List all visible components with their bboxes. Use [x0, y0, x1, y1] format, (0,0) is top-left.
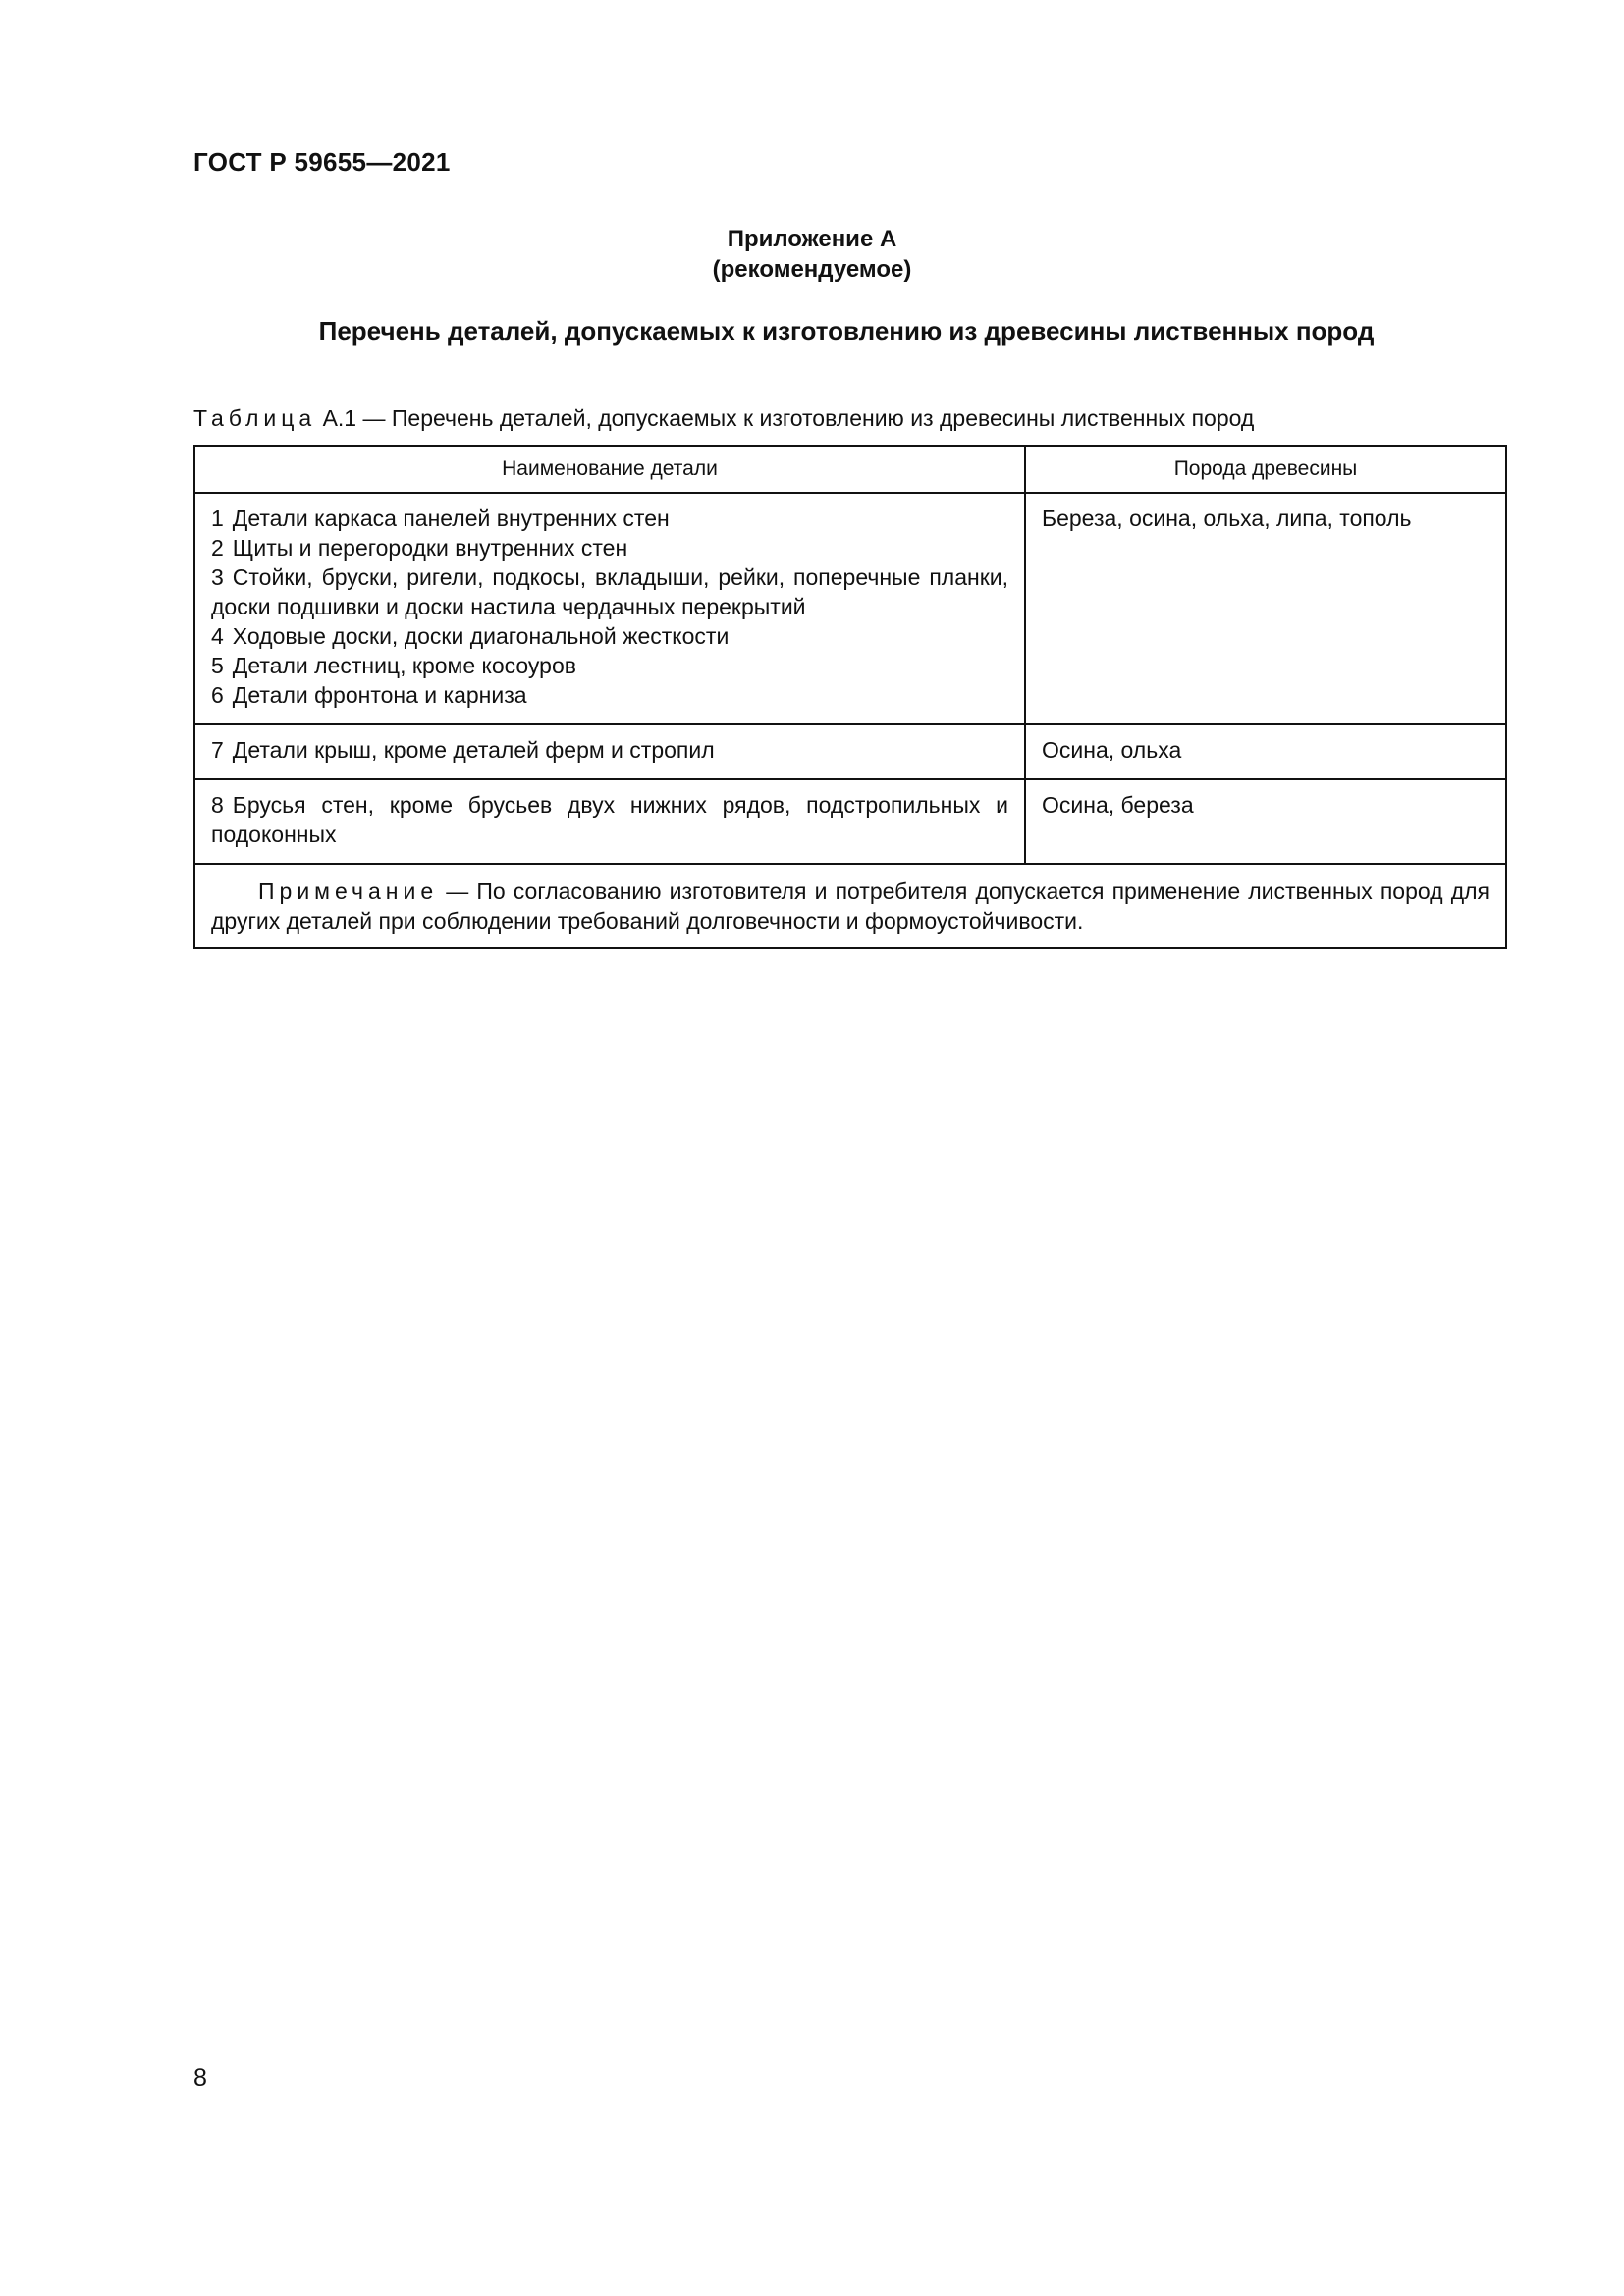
item-text: Щиты и перегородки внутренних стен — [232, 535, 628, 561]
part-name-cell — [194, 493, 1025, 724]
item-number: 4 — [211, 623, 224, 649]
list-item — [211, 651, 1008, 680]
note-label: Примечание — [258, 879, 439, 904]
appendix-status: (рекомендуемое) — [712, 256, 912, 283]
part-name-cell — [194, 724, 1025, 779]
list-item — [211, 680, 1008, 710]
column-header-wood-species: Порода древесины — [1025, 446, 1506, 493]
list-item — [211, 504, 1008, 533]
table-caption-label: Таблица — [193, 405, 317, 431]
table-row — [194, 493, 1506, 724]
item-number: 6 — [211, 682, 224, 708]
wood-species-cell: Осина, ольха — [1025, 724, 1506, 779]
table-note-row — [194, 864, 1506, 948]
note-text: — По согласованию изготовителя и потребителя допускается применение лиственных пород для других деталей при соблюдении требований долговечности и формоустойчивости. — [211, 879, 1489, 934]
item-number: 2 — [211, 535, 224, 561]
item-text: Детали лестниц, кроме косоуров — [232, 653, 576, 678]
item-text: Детали крыш, кроме деталей ферм и стропил — [232, 737, 715, 763]
item-number: 8 — [211, 792, 224, 818]
appendix-heading: Перечень деталей, допускаемых к изготовлению из древесины лиственных пород — [318, 316, 1375, 346]
column-header-part-name: Наименование детали — [194, 446, 1025, 493]
item-number: 3 — [211, 564, 224, 590]
item-text: Стойки, бруски, ригели, подкосы, вкладыши, рейки, поперечные планки, доски подшивки и доски настила чердачных перекрытий — [211, 564, 1008, 619]
parts-table — [193, 445, 1507, 949]
list-item — [211, 621, 1008, 651]
document-id: ГОСТ Р 59655—2021 — [193, 147, 451, 177]
list-item — [211, 533, 1008, 562]
item-number: 7 — [211, 737, 224, 763]
item-number: 5 — [211, 653, 224, 678]
table-header-row — [194, 446, 1506, 493]
table-caption — [193, 405, 1254, 432]
list-item — [211, 562, 1008, 621]
item-text: Детали фронтона и карниза — [232, 682, 527, 708]
table-note — [194, 864, 1506, 948]
wood-species-cell: Осина, береза — [1025, 779, 1506, 864]
table-row — [194, 779, 1506, 864]
item-text: Ходовые доски, доски диагональной жесткости — [232, 623, 730, 649]
item-text: Детали каркаса панелей внутренних стен — [232, 506, 670, 531]
list-item — [211, 735, 1008, 765]
part-name-cell — [194, 779, 1025, 864]
table-row — [194, 724, 1506, 779]
table-caption-text: А.1 — Перечень деталей, допускаемых к изготовлению из древесины лиственных пород — [316, 405, 1255, 431]
appendix-title: Приложение А — [727, 226, 897, 252]
item-text: Брусья стен, кроме брусьев двух нижних рядов, подстропильных и подоконных — [211, 792, 1008, 847]
wood-species-cell: Береза, осина, ольха, липа, тополь — [1025, 493, 1506, 724]
list-item — [211, 790, 1008, 849]
page-number: 8 — [193, 2064, 207, 2092]
item-number: 1 — [211, 506, 224, 531]
